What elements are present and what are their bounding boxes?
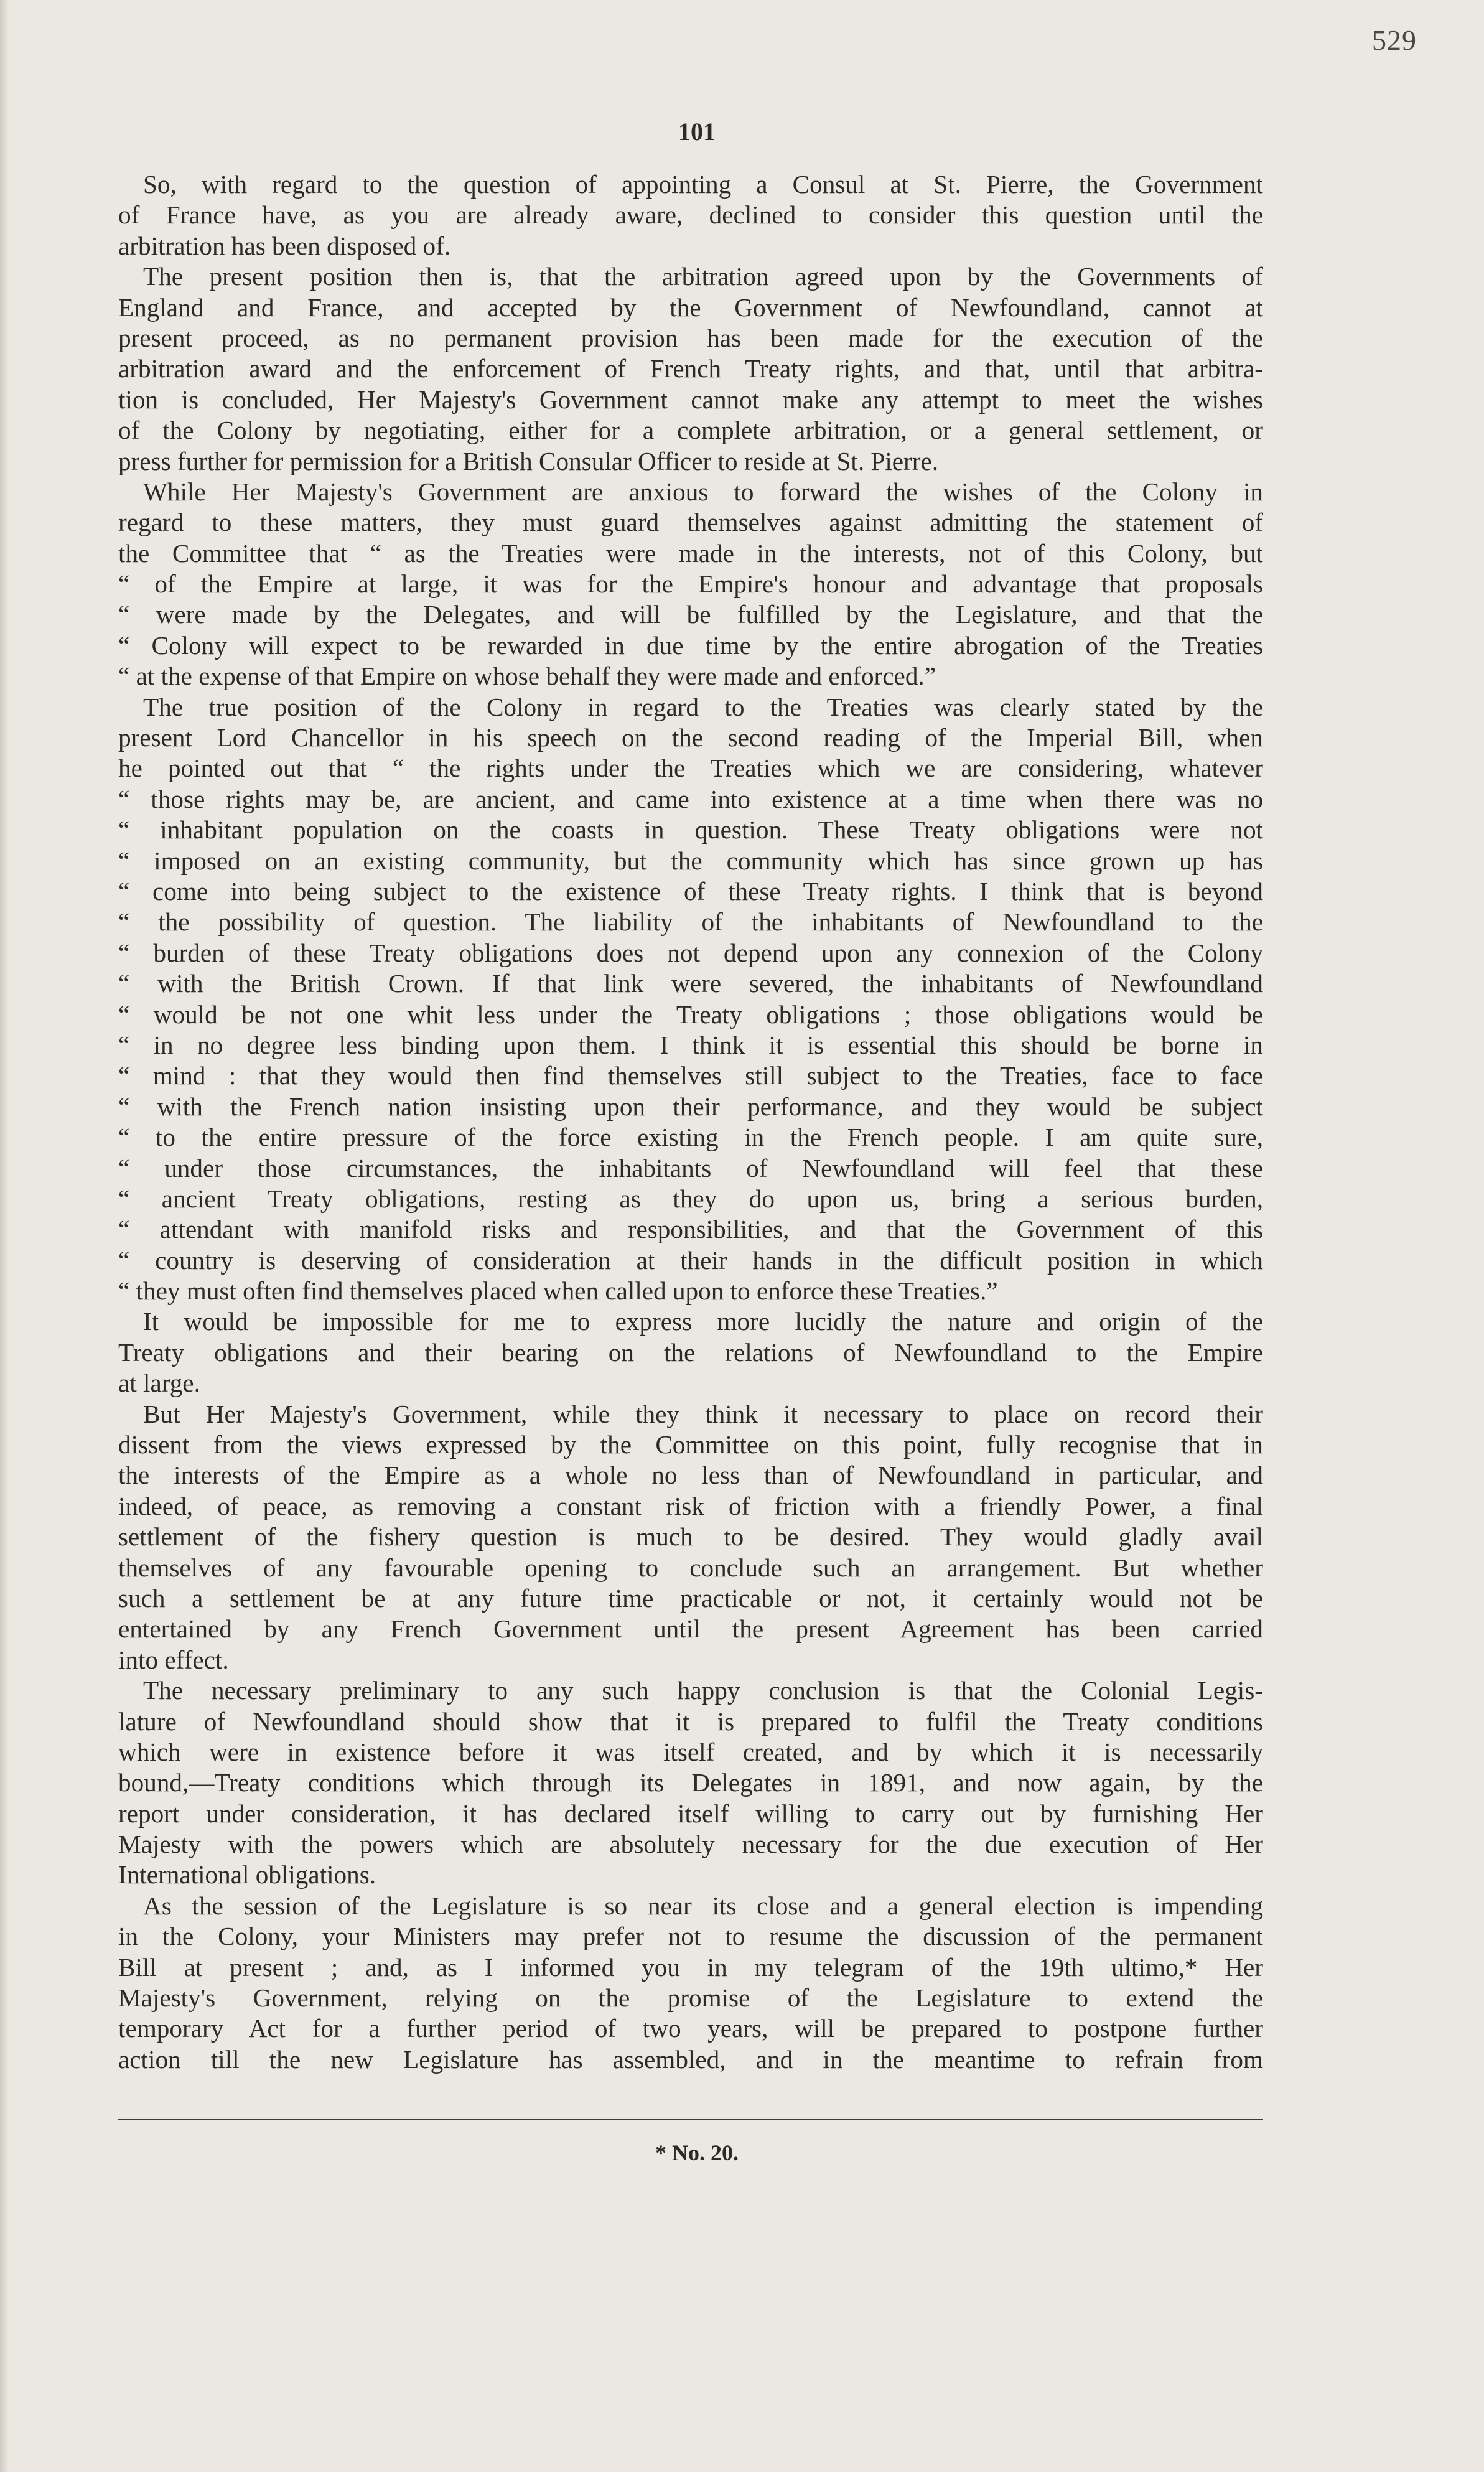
- text-line: temporary Act for a further period of two years, will be prepared to postpone further: [118, 2014, 1263, 2043]
- text-line: such a settlement be at any future time practicable or not, it certainly would not be: [118, 1583, 1263, 1613]
- text-line: The true position of the Colony in regard to the Treaties was clearly stated by the: [143, 692, 1263, 721]
- text-line: present Lord Chancellor in his speech on the second reading of the Imperial Bill, when: [118, 723, 1263, 752]
- text-line: As the session of the Legislature is so near its close and a general election is impending: [143, 1891, 1263, 1920]
- text-line: he pointed out that “ the rights under the Treaties which we are considering, whatever: [118, 754, 1263, 783]
- text-line: “ were made by the Delegates, and will be fulfilled by the Legislature, and that the: [118, 600, 1263, 629]
- text-line: Majesty's Government, relying on the promise of the Legislature to extend the: [118, 1983, 1263, 2013]
- text-line: “ with the French nation insisting upon their performance, and they would be subject: [118, 1092, 1263, 1121]
- text-line: the interests of the Empire as a whole no less than of Newfoundland in particular, and: [118, 1461, 1263, 1490]
- text-line: of the Colony by negotiating, either for a complete arbitration, or a general settlement, or: [118, 416, 1263, 445]
- text-line: England and France, and accepted by the Government of Newfoundland, cannot at: [118, 293, 1263, 322]
- text-line: “ attendant with manifold risks and responsibilities, and that the Government of this: [118, 1215, 1263, 1244]
- text-line: the Committee that “ as the Treaties were made in the interests, not of this Colony, but: [118, 538, 1263, 568]
- text-line: lature of Newfoundland should show that it is prepared to fulfil the Treaty conditions: [118, 1707, 1263, 1736]
- footnote: * No. 20.: [655, 2140, 739, 2165]
- text-line: Bill at present ; and, as I informed you in my telegram of the 19th ultimo,* Her: [118, 1952, 1263, 1982]
- text-line: “ to the entire pressure of the force existing in the French people. I am quite sure,: [118, 1123, 1263, 1152]
- text-line: “ ancient Treaty obligations, resting as they do upon us, bring a serious burden,: [118, 1184, 1263, 1213]
- text-line: present proceed, as no permanent provision has been made for the execution of the: [118, 323, 1263, 352]
- footnote-rule: [118, 2119, 1263, 2120]
- text-line: “ in no degree less binding upon them. I think it is essential this should be borne in: [118, 1030, 1263, 1059]
- text-line: “ those rights may be, are ancient, and came into existence at a time when there was no: [118, 784, 1263, 813]
- text-line: “ with the British Crown. If that link were severed, the inhabitants of Newfoundland: [118, 969, 1263, 998]
- text-line: indeed, of peace, as removing a constant risk of friction with a friendly Power, a final: [118, 1491, 1263, 1520]
- text-line: “ they must often find themselves placed when called upon to enforce these Treaties.”: [118, 1276, 998, 1306]
- text-line: themselves of any favourable opening to conclude such an arrangement. But whether: [118, 1553, 1263, 1582]
- text-line: settlement of the fishery question is much to be desired. They would gladly avail: [118, 1522, 1263, 1552]
- text-line: International obligations.: [118, 1860, 376, 1889]
- folio-number: 529: [1372, 24, 1417, 56]
- text-line: into effect.: [118, 1645, 229, 1674]
- text-line: “ come into being subject to the existence of these Treaty rights. I think that is beyond: [118, 876, 1263, 906]
- page-spine-shadow: [0, 0, 9, 2472]
- text-line: While Her Majesty's Government are anxious to forward the wishes of the Colony in: [143, 477, 1263, 506]
- text-line: tion is concluded, Her Majesty's Government cannot make any attempt to meet the wishes: [118, 385, 1263, 414]
- text-line: in the Colony, your Ministers may prefer not to resume the discussion of the permanent: [118, 1922, 1263, 1951]
- text-line: “ country is deserving of consideration at their hands in the difficult position in which: [118, 1245, 1263, 1275]
- text-line: “ imposed on an existing community, but the community which has since grown up has: [118, 846, 1263, 875]
- text-line: regard to these matters, they must guard themselves against admitting the statement of: [118, 508, 1263, 537]
- text-line: “ would be not one whit less under the Treaty obligations ; those obligations would be: [118, 1000, 1263, 1029]
- text-line: entertained by any French Government until the present Agreement has been carried: [118, 1614, 1263, 1644]
- text-line: report under consideration, it has declared itself willing to carry out by furnishing Her: [118, 1799, 1263, 1828]
- text-line: bound,—Treaty conditions which through its Delegates in 1891, and now again, by the: [118, 1768, 1263, 1797]
- text-line: “ Colony will expect to be rewarded in due time by the entire abrogation of the Treaties: [118, 630, 1263, 660]
- text-line: “ at the expense of that Empire on whose behalf they were made and enforced.”: [118, 662, 936, 691]
- text-line: “ mind : that they would then find themselves still subject to the Treaties, face to face: [118, 1061, 1263, 1090]
- text-line: But Her Majesty's Government, while they think it necessary to place on record their: [143, 1399, 1263, 1428]
- text-line: It would be impossible for me to express more lucidly the nature and origin of the: [143, 1307, 1263, 1336]
- text-line: dissent from the views expressed by the Committee on this point, fully recognise that in: [118, 1430, 1263, 1459]
- text-line: “ the possibility of question. The liability of the inhabitants of Newfoundland to the: [118, 907, 1263, 937]
- text-line: The present position then is, that the arbitration agreed upon by the Governments of: [143, 262, 1263, 291]
- text-line: arbitration award and the enforcement of French Treaty rights, and that, until that arbitra-: [118, 354, 1263, 383]
- text-line: So, with regard to the question of appointing a Consul at St. Pierre, the Government: [143, 170, 1263, 199]
- text-line: The necessary preliminary to any such happy conclusion is that the Colonial Legis-: [143, 1676, 1263, 1705]
- text-line: Majesty with the powers which are absolutely necessary for the due execution of Her: [118, 1830, 1263, 1859]
- text-line: action till the new Legislature has assembled, and in the meantime to refrain from: [118, 2044, 1263, 2074]
- text-line: “ inhabitant population on the coasts in question. These Treaty obligations were not: [118, 815, 1263, 845]
- text-line: at large.: [118, 1369, 200, 1398]
- text-line: which were in existence before it was itself created, and by which it is necessarily: [118, 1737, 1263, 1766]
- page-number: 101: [678, 118, 716, 146]
- text-line: press further for permission for a British Consular Officer to reside at St. Pierre.: [118, 446, 939, 475]
- text-line: “ burden of these Treaty obligations does not depend upon any connexion of the Colony: [118, 938, 1263, 967]
- text-line: Treaty obligations and their bearing on the relations of Newfoundland to the Empire: [118, 1337, 1263, 1367]
- document-body: [118, 169, 1263, 2075]
- text-line: arbitration has been disposed of.: [118, 231, 451, 260]
- text-line: “ of the Empire at large, it was for the Empire's honour and advantage that proposals: [118, 569, 1263, 599]
- text-line: “ under those circumstances, the inhabitants of Newfoundland will feel that these: [118, 1153, 1263, 1182]
- text-line: of France have, as you are already aware, declined to consider this question until the: [118, 200, 1263, 230]
